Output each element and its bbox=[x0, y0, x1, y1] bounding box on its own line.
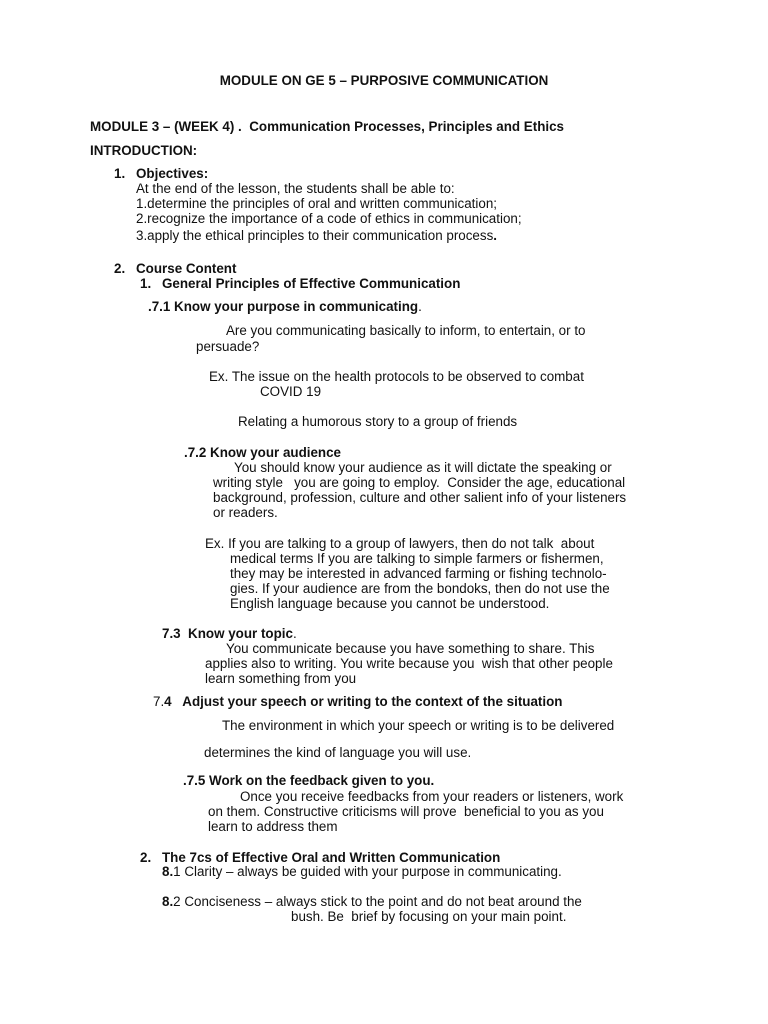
conciseness-item bbox=[162, 894, 582, 909]
conciseness-number: 8. bbox=[162, 894, 174, 909]
principles-number: 1. bbox=[140, 276, 152, 291]
section-7-3-text: You communicate because you have something to share. This bbox=[226, 641, 595, 656]
section-7-3-text: applies also to writing. You write because you wish that other people bbox=[205, 656, 613, 671]
section-7-2-example: gies. If your audience are from the bondoks, then do not use the bbox=[230, 581, 610, 596]
conciseness-text: 2 Conciseness – always stick to the point and do not beat around the bbox=[173, 894, 582, 909]
section-7-4-text: The environment in which your speech or writing is to be delivered bbox=[222, 718, 615, 733]
section-7-1-text: persuade? bbox=[196, 339, 260, 354]
seven-cs-heading: The 7cs of Effective Oral and Written Communication bbox=[162, 850, 501, 865]
module-heading: MODULE 3 – (WEEK 4) . Communication Processes, Principles and Ethics bbox=[90, 119, 564, 134]
section-7-2-text: background, profession, culture and other salient info of your listeners bbox=[213, 490, 627, 505]
introduction-heading: INTRODUCTION: bbox=[90, 143, 198, 158]
section-7-2-example: Ex. If you are talking to a group of lawyers, then do not talk about bbox=[205, 536, 595, 551]
objective-item: 1.determine the principles of oral and written communication; bbox=[136, 196, 497, 211]
objective-item: 3.apply the ethical principles to their communication process bbox=[136, 228, 494, 243]
section-7-3-period: . bbox=[292, 626, 297, 641]
document-title: MODULE ON GE 5 – PURPOSIVE COMMUNICATION bbox=[219, 73, 549, 88]
section-7-3-heading-line bbox=[162, 626, 297, 641]
objective-period: . bbox=[493, 228, 497, 243]
seven-cs-number: 2. bbox=[140, 850, 152, 865]
clarity-text: 1 Clarity – always be guided with your purpose in communicating. bbox=[173, 864, 562, 879]
section-7-2-text: You should know your audience as it will dictate the speaking or bbox=[234, 460, 612, 475]
section-7-1-period: . bbox=[418, 299, 422, 314]
section-7-2-example: they may be interested in advanced farming or fishing technolo- bbox=[230, 566, 607, 581]
objective-item: 2.recognize the importance of a code of ethics in communication; bbox=[136, 211, 522, 226]
section-7-2-heading: .7.2 Know your audience bbox=[184, 445, 342, 460]
section-7-4-prefix: 7. bbox=[153, 694, 165, 709]
section-7-1-example-2: Relating a humorous story to a group of friends bbox=[238, 414, 518, 429]
section-7-2-text: or readers. bbox=[213, 505, 278, 520]
objective-item-last bbox=[136, 228, 497, 243]
section-7-1-heading-line bbox=[148, 299, 422, 314]
section-7-5-text: Once you receive feedbacks from your readers or listeners, work bbox=[240, 789, 624, 804]
objectives-heading: Objectives: bbox=[136, 166, 209, 181]
section-7-5-text: learn to address them bbox=[208, 819, 338, 834]
section-7-2-example: English language because you cannot be understood. bbox=[230, 596, 550, 611]
principles-heading: General Principles of Effective Communication bbox=[162, 276, 461, 291]
section-7-1-text: Are you communicating basically to inform, to entertain, or to bbox=[226, 323, 586, 338]
section-7-3-text: learn something from you bbox=[205, 671, 357, 686]
section-7-1-heading: .7.1 Know your purpose in communicating bbox=[148, 299, 419, 314]
objectives-intro: At the end of the lesson, the students shall be able to: bbox=[136, 181, 455, 196]
section-7-2-text: writing style you are going to employ. Consider the age, educational bbox=[213, 475, 626, 490]
section-7-1-example: Ex. The issue on the health protocols to be observed to combat bbox=[209, 369, 584, 384]
clarity-item bbox=[162, 864, 562, 879]
clarity-number: 8. bbox=[162, 864, 174, 879]
section-7-2-example: medical terms If you are talking to simple farmers or fishermen, bbox=[230, 551, 604, 566]
section-7-5-text: on them. Constructive criticisms will prove beneficial to you as you bbox=[208, 804, 604, 819]
conciseness-continuation: bush. Be brief by focusing on your main point. bbox=[291, 909, 567, 924]
course-content-heading: Course Content bbox=[136, 261, 237, 276]
objectives-number: 1. bbox=[114, 166, 126, 181]
section-7-4-heading: 4 Adjust your speech or writing to the context of the situation bbox=[164, 694, 563, 709]
section-7-5-heading: .7.5 Work on the feedback given to you. bbox=[183, 773, 435, 788]
section-7-4-heading-line bbox=[153, 694, 562, 709]
section-7-1-example: COVID 19 bbox=[260, 384, 322, 399]
section-7-4-text: determines the kind of language you will use. bbox=[204, 745, 472, 760]
course-content-number: 2. bbox=[114, 261, 126, 276]
section-7-3-heading: 7.3 Know your topic bbox=[162, 626, 293, 641]
